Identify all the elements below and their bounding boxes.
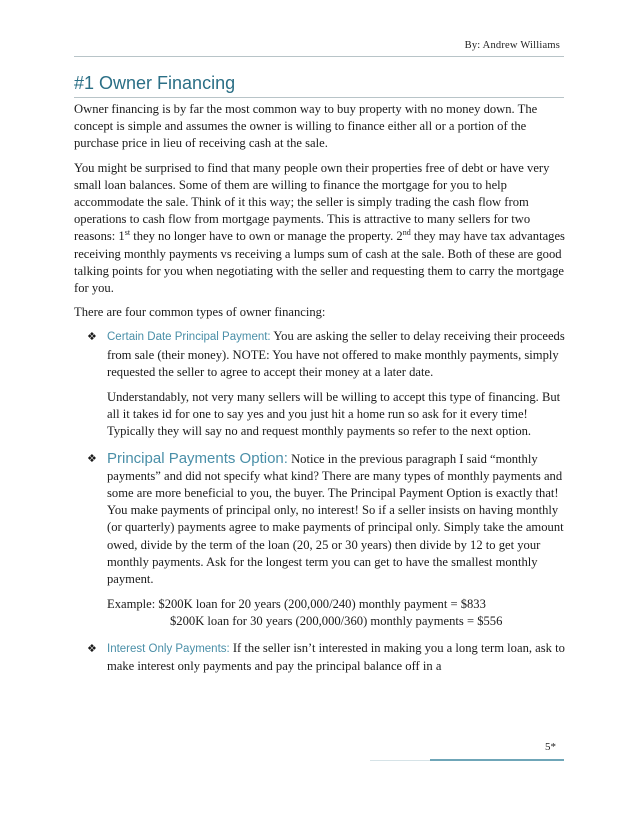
- intro-paragraph-3: There are four common types of owner financing:: [74, 305, 326, 320]
- page-body: [74, 101, 566, 684]
- header-divider: [74, 56, 564, 57]
- intro-p2-part-c: they may have tax advantages receiving monthly payments vs receiving a lumps sum of cash at the sale. Both of these are good talking points for you when negotiating with the seller and requesting them to carry the mortgage for you.: [74, 229, 565, 296]
- list-item: [74, 640, 566, 675]
- bullet-title: Certain Date Principal Payment:: [107, 331, 271, 344]
- example-line-2: $200K loan for 30 years (200,000/360) monthly payments = $556: [170, 614, 503, 629]
- list-item: [74, 450, 566, 631]
- diamond-bullet-icon: ❖: [87, 330, 97, 344]
- diamond-bullet-icon: ❖: [87, 641, 97, 655]
- intro-paragraph-1: Owner financing is by far the most common way to buy property with no money down. The concept is simple and assumes the owner is willing to finance either all or a portion of the purchase price in lieu of receiving cash at the sale.: [74, 102, 538, 151]
- example-line-1: Example: $200K loan for 20 years (200,000/240) monthly payment = $833: [107, 597, 486, 612]
- diamond-bullet-icon: ❖: [87, 451, 97, 465]
- bullet-body: [107, 640, 566, 675]
- list-item: [74, 328, 566, 440]
- example-block: [107, 596, 566, 630]
- section-title: #1 Owner Financing: [74, 73, 236, 93]
- financing-types-list: [74, 328, 566, 675]
- intro-p2-part-b: they no longer have to own or manage the property. 2: [130, 229, 403, 244]
- author-byline: By: Andrew Williams: [464, 40, 560, 51]
- bullet-subparagraph: Understandably, not very many sellers will be willing to accept this type of financing. But all it takes id for one to say yes and you just hit a home run so ask for it every time! Typically they will say no and request monthly payments so refer to the next option.: [107, 390, 561, 439]
- bullet-text: You are asking the seller to delay receiving their proceeds from sale (their money). NOTE: You have not offered to make monthly payments, simply requested the seller to agree to accept their money at a later date.: [107, 329, 565, 379]
- page-number: 5*: [545, 741, 556, 753]
- bullet-text: If the seller isn’t interested in making you a long term loan, ask to make interest only payments and pay the principal balance off in a: [107, 640, 565, 673]
- bullet-text: Notice in the previous paragraph I said “monthly payments” and did not specify what kind? There are many types of monthly payments and some are more beneficial to you, the buyer. The Principal Payment Option is exactly that! You make payments of principal only, no interest! So if a seller insists on having monthly (or quarterly) payments agree to make payments of principal only. Simply take the amount owed, divide by the term of the loan (20, 25 or 30 years) then divide by 12 to get your monthly payments. Ask for the longest term you can get to have the smallest monthly payment.: [107, 451, 564, 587]
- ordinal-st: st: [124, 228, 131, 238]
- bullet-body: [107, 450, 566, 589]
- intro-p2-part-a: You might be surprised to find that many people own their properties free of debt or have very small loan balances. Some of them are willing to finance the mortgage for you to help accommodate the sale. Think of it this way; the seller is simply trading the cash flow from operations to cash flow from mortgage payments. This is attractive to many sellers for two reasons: 1: [74, 160, 550, 244]
- ordinal-nd: nd: [402, 228, 411, 238]
- bullet-title: Principal Payments Option:: [107, 449, 288, 467]
- intro-paragraph-2: [74, 160, 566, 298]
- bullet-title: Interest Only Payments:: [107, 642, 230, 655]
- footer-divider-accent: [430, 759, 564, 761]
- title-divider: [74, 97, 564, 98]
- bullet-body: [107, 328, 566, 381]
